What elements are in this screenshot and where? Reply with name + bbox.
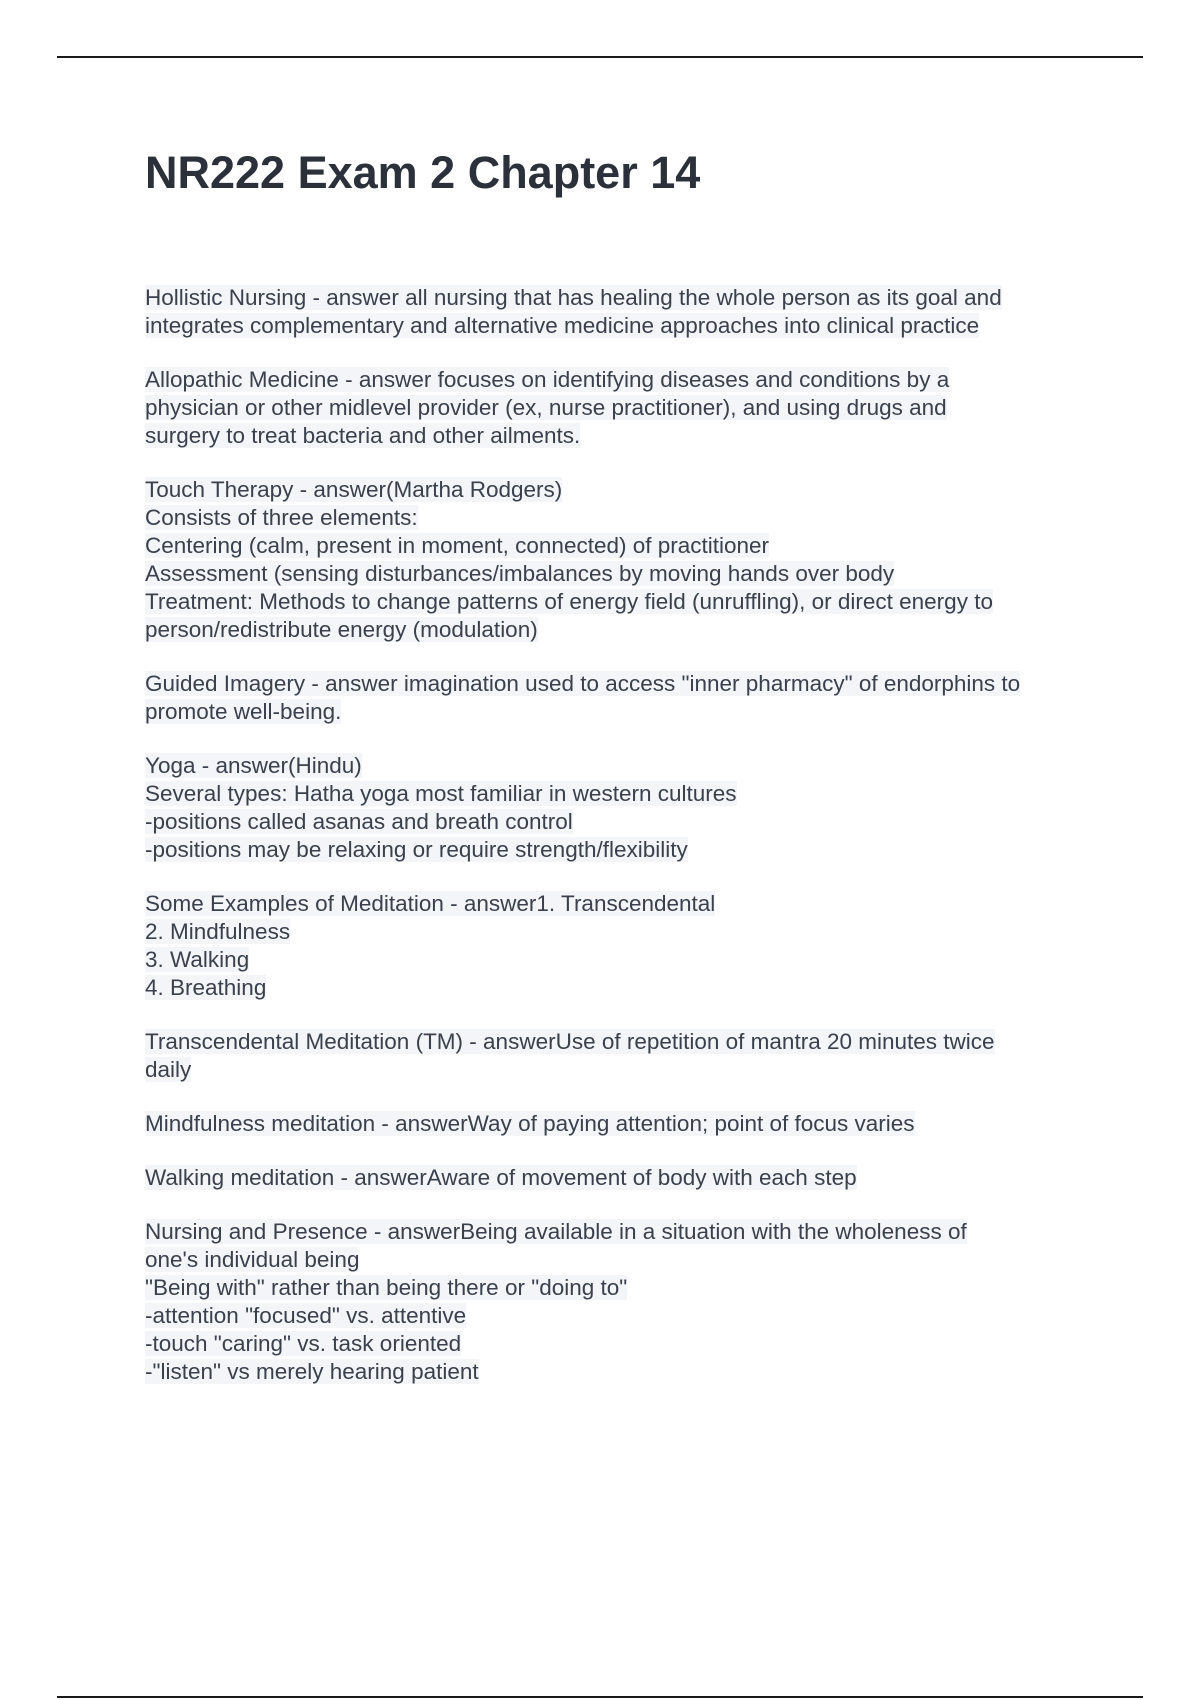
- page-title: NR222 Exam 2 Chapter 14: [145, 147, 701, 198]
- entry-line: Centering (calm, present in moment, connected) of practitioner: [145, 533, 770, 558]
- entry-line: Allopathic Medicine - answer focuses on identifying diseases and conditions by a: [145, 367, 950, 392]
- entry-line: promote well-being.: [145, 699, 342, 724]
- entry-line: Consists of three elements:: [145, 505, 418, 530]
- entry-line: Transcendental Meditation (TM) - answerUse of repetition of mantra 20 minutes twice: [145, 1029, 995, 1054]
- entry-line: Yoga - answer(Hindu): [145, 753, 362, 778]
- entry-line: Guided Imagery - answer imagination used to access "inner pharmacy" of endorphins to: [145, 671, 1021, 696]
- entry-line: Assessment (sensing disturbances/imbalances by moving hands over body: [145, 561, 895, 586]
- entry-line: Nursing and Presence - answerBeing available in a situation with the wholeness of: [145, 1219, 967, 1244]
- entry-line: Hollistic Nursing - answer all nursing that has healing the whole person as its goal and: [145, 285, 1002, 310]
- entry-line: daily: [145, 1057, 192, 1082]
- entry-walking-meditation: [145, 1164, 1095, 1192]
- entry-line: "Being with" rather than being there or "doing to": [145, 1275, 628, 1300]
- entry-line: -attention "focused" vs. attentive: [145, 1303, 467, 1328]
- entry-meditation-examples: [145, 890, 1095, 1002]
- entry-touch-therapy: [145, 476, 1095, 644]
- entry-transcendental-meditation: [145, 1028, 1095, 1084]
- entry-line: Walking meditation - answerAware of movement of body with each step: [145, 1165, 857, 1190]
- flashcard-list: [145, 284, 1095, 1412]
- entry-line: -"listen" vs merely hearing patient: [145, 1359, 479, 1384]
- bottom-rule: [57, 1696, 1143, 1698]
- entry-yoga: [145, 752, 1095, 864]
- entry-line: -positions called asanas and breath control: [145, 809, 573, 834]
- top-rule: [57, 56, 1143, 58]
- entry-line: person/redistribute energy (modulation): [145, 617, 538, 642]
- entry-line: Touch Therapy - answer(Martha Rodgers): [145, 477, 563, 502]
- entry-line: physician or other midlevel provider (ex, nurse practitioner), and using drugs and: [145, 395, 947, 420]
- entry-line: 2. Mindfulness: [145, 919, 291, 944]
- entry-holistic-nursing: [145, 284, 1095, 340]
- entry-line: Some Examples of Meditation - answer1. Transcendental: [145, 891, 716, 916]
- entry-line: Mindfulness meditation - answerWay of paying attention; point of focus varies: [145, 1111, 915, 1136]
- entry-line: integrates complementary and alternative medicine approaches into clinical practice: [145, 313, 980, 338]
- entry-line: 4. Breathing: [145, 975, 267, 1000]
- entry-line: Treatment: Methods to change patterns of energy field (unruffling), or direct energy to: [145, 589, 993, 614]
- entry-line: surgery to treat bacteria and other ailments.: [145, 423, 581, 448]
- entry-line: 3. Walking: [145, 947, 250, 972]
- entry-line: one's individual being: [145, 1247, 360, 1272]
- entry-line: -touch "caring" vs. task oriented: [145, 1331, 462, 1356]
- entry-mindfulness-meditation: [145, 1110, 1095, 1138]
- entry-allopathic-medicine: [145, 366, 1095, 450]
- entry-nursing-and-presence: [145, 1218, 1095, 1386]
- entry-line: -positions may be relaxing or require strength/flexibility: [145, 837, 688, 862]
- entry-guided-imagery: [145, 670, 1095, 726]
- entry-line: Several types: Hatha yoga most familiar in western cultures: [145, 781, 737, 806]
